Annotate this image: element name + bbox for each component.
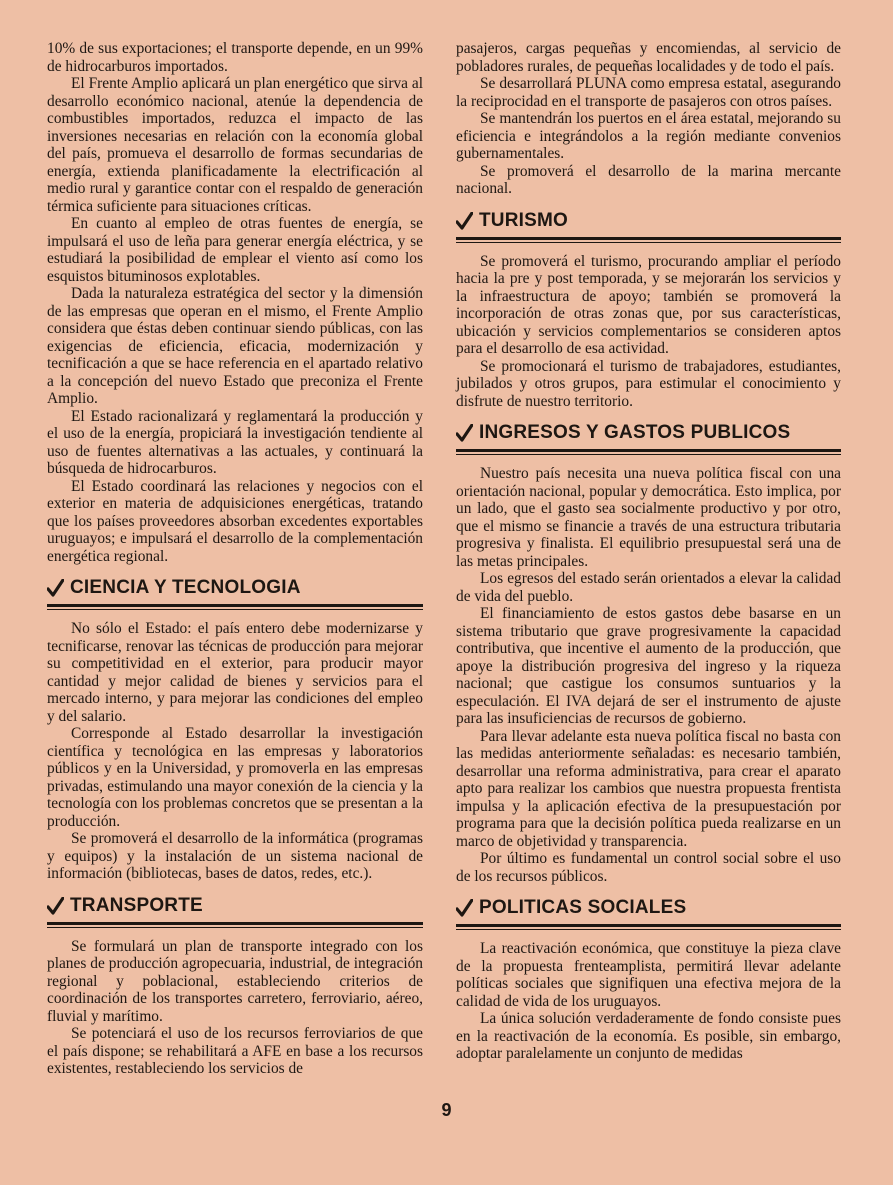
paragraph: 10% de sus exportaciones; el transporte depende, en un 99% de hidrocarburos importados.	[47, 40, 423, 75]
section-title: POLITICAS SOCIALES	[479, 897, 687, 918]
paragraph: Se promoverá el turismo, procurando ampliar el período hacia la pre y post temporada, y se mejorarán los servicios y la infraestructura de apoyo; también se promoverá la incorporación de otras zonas que, por sus características, ubicación y servicios complementarios se consideren aptos para el desarrollo de esa actividad.	[456, 252, 841, 357]
paragraph: Se mantendrán los puertos en el área estatal, mejorando su eficiencia e integrándolos a la región mediante convenios gubernamentales.	[456, 110, 841, 162]
paragraph: Se desarrollará PLUNA como empresa estatal, asegurando la reciprocidad en el transporte de pasajeros con otros países.	[456, 75, 841, 110]
heading-rule	[47, 922, 423, 925]
paragraph: La reactivación económica, que constituye la pieza clave de la propuesta frenteamplista, permitirá llevar adelante políticas sociales que signifiquen una efectiva mejora de la calidad de vida de los uruguayos.	[456, 940, 841, 1010]
check-icon	[456, 424, 473, 442]
paragraph: Corresponde al Estado desarrollar la investigación científica y tecnológica en las empresas y laboratorios públicos y en la Universidad, y promoverla en las empresas privadas, estimulando una mayor conexión de la ciencia y la tecnología con los problemas concretos que se presentan a la producción.	[47, 725, 423, 830]
paragraph: Los egresos del estado serán orientados a elevar la calidad de vida del pueblo.	[456, 570, 841, 605]
paragraph: Dada la naturaleza estratégica del sector y la dimensión de las empresas que operan en el mismo, el Frente Amplio considera que éstas deben continuar siendo públicas, con las exigencias de eficiencia, eficacia, modernización y tecnificación a que se hace referencia en el apartado relativo a la concepción del nuevo Estado que preconiza el Frente Amplio.	[47, 285, 423, 407]
page-number: 9	[441, 1100, 452, 1120]
section-title: CIENCIA Y TECNOLOGIA	[70, 577, 301, 598]
left-column	[47, 40, 423, 1078]
check-icon	[456, 899, 473, 917]
heading-rule	[456, 237, 841, 240]
paragraph: En cuanto al empleo de otras fuentes de energía, se impulsará el uso de leña para generar energía eléctrica, y se estudiará la posibilidad de emplear el viento así como los esquistos bituminosos explotables.	[47, 215, 423, 285]
section-heading-politicas	[456, 897, 841, 930]
heading-rule	[47, 609, 423, 610]
paragraph: Se promoverá el desarrollo de la marina mercante nacional.	[456, 162, 841, 197]
heading-rule	[456, 242, 841, 243]
paragraph: Nuestro país necesita una nueva política fiscal con una orientación nacional, popular y democrática. Esto implica, por un lado, que el gasto sea socialmente productivo y por otro, que el mismo se financie a través de una estructura tributaria progresiva y finalista. El equilibrio presupuestal será una de las metas principales.	[456, 465, 841, 570]
paragraph: pasajeros, cargas pequeñas y encomiendas, al servicio de pobladores rurales, de pequeñas localidades y de todo el país.	[456, 40, 841, 75]
heading-rule	[47, 927, 423, 928]
section-heading-ingresos	[456, 422, 841, 455]
heading-rule	[456, 924, 841, 927]
heading-rule	[456, 929, 841, 930]
paragraph: Se promocionará el turismo de trabajadores, estudiantes, jubilados y otros grupos, para estimular el conocimiento y disfrute de nuestro territorio.	[456, 357, 841, 410]
paragraph: Para llevar adelante esta nueva política fiscal no basta con las medidas anteriormente señaladas: es necesario también, desarrollar una reforma administrativa, para crear el aparato apto para realizar los cambios que nuestra propuesta frentista impulsa y la aplicación efectiva de la presupuestación por programa para que la decisión política pueda realizarse en un marco de objetividad y transparencia.	[456, 727, 841, 850]
section-title: INGRESOS Y GASTOS PUBLICOS	[479, 422, 791, 443]
section-heading-turismo	[456, 210, 841, 243]
paragraph: Se promoverá el desarrollo de la informática (programas y equipos) y la instalación de un sistema nacional de información (bibliotecas, bases de datos, redes, etc.).	[47, 830, 423, 882]
heading-rule	[456, 449, 841, 452]
heading-rule	[47, 604, 423, 607]
paragraph: No sólo el Estado: el país entero debe modernizarse y tecnificarse, renovar las técnicas de producción para mejorar su competitividad en el exterior, para producir mayor cantidad y mejor calidad de bienes y servicios para el mercado interno, y para mejorar las condiciones del empleo y del salario.	[47, 620, 423, 725]
check-icon	[456, 212, 473, 230]
paragraph: El Frente Amplio aplicará un plan energético que sirva al desarrollo económico nacional, atenúe la dependencia de combustibles importados, reduzca el impacto de las inversiones necesarias en relación con la economía global del país, promueva el desarrollo de formas secundarias de energía, extienda planificadamente la electrificación al medio rural y garantice contar con el respaldo de generación térmica suficiente para situaciones críticas.	[47, 75, 423, 215]
paragraph: El financiamiento de estos gastos debe basarse en un sistema tributario que grave progresivamente la capacidad contributiva, que incentive el aumento de la producción, que apoye la distribución progresiva del ingreso y la riqueza nacional; que castigue los consumos suntuarios y la especulación. El IVA dejará de ser el instrumento de ajuste para las insuficiencias de recursos de gobierno.	[456, 605, 841, 727]
paragraph: Se formulará un plan de transporte integrado con los planes de producción agropecuaria, industrial, de integración regional y poblacional, estableciendo criterios de coordinación de los transportes carretero, ferroviario, aéreo, fluvial y marítimo.	[47, 937, 423, 1025]
paragraph: Por último es fundamental un control social sobre el uso de los recursos públicos.	[456, 850, 841, 885]
heading-rule	[456, 454, 841, 455]
check-icon	[47, 579, 64, 597]
section-title: TRANSPORTE	[70, 894, 203, 916]
check-icon	[47, 897, 64, 915]
paragraph: Se potenciará el uso de los recursos ferroviarios de que el país dispone; se rehabilitará a AFE en base a los recursos existentes, restableciendo los servicios de	[47, 1025, 423, 1077]
section-title: TURISMO	[479, 209, 569, 231]
paragraph: El Estado coordinará las relaciones y negocios con el exterior en materia de adquisiciones energéticas, tratando que los países proveedores absorban excedentes exportables uruguayos; e impulsará el desarrollo de la complementación energética regional.	[47, 477, 423, 565]
section-heading-ciencia	[47, 577, 423, 610]
paragraph: El Estado racionalizará y reglamentará la producción y el uso de la energía, propiciará la investigación tendiente al uso de fuentes alternativas a las actuales, y continuará la búsqueda de hidrocarburos.	[47, 407, 423, 477]
right-column	[456, 40, 841, 1063]
paragraph: La única solución verdaderamente de fondo consiste pues en la reactivación de la economía. Es posible, sin embargo, adoptar paralelamente un conjunto de medidas	[456, 1010, 841, 1062]
section-heading-transporte	[47, 895, 423, 928]
